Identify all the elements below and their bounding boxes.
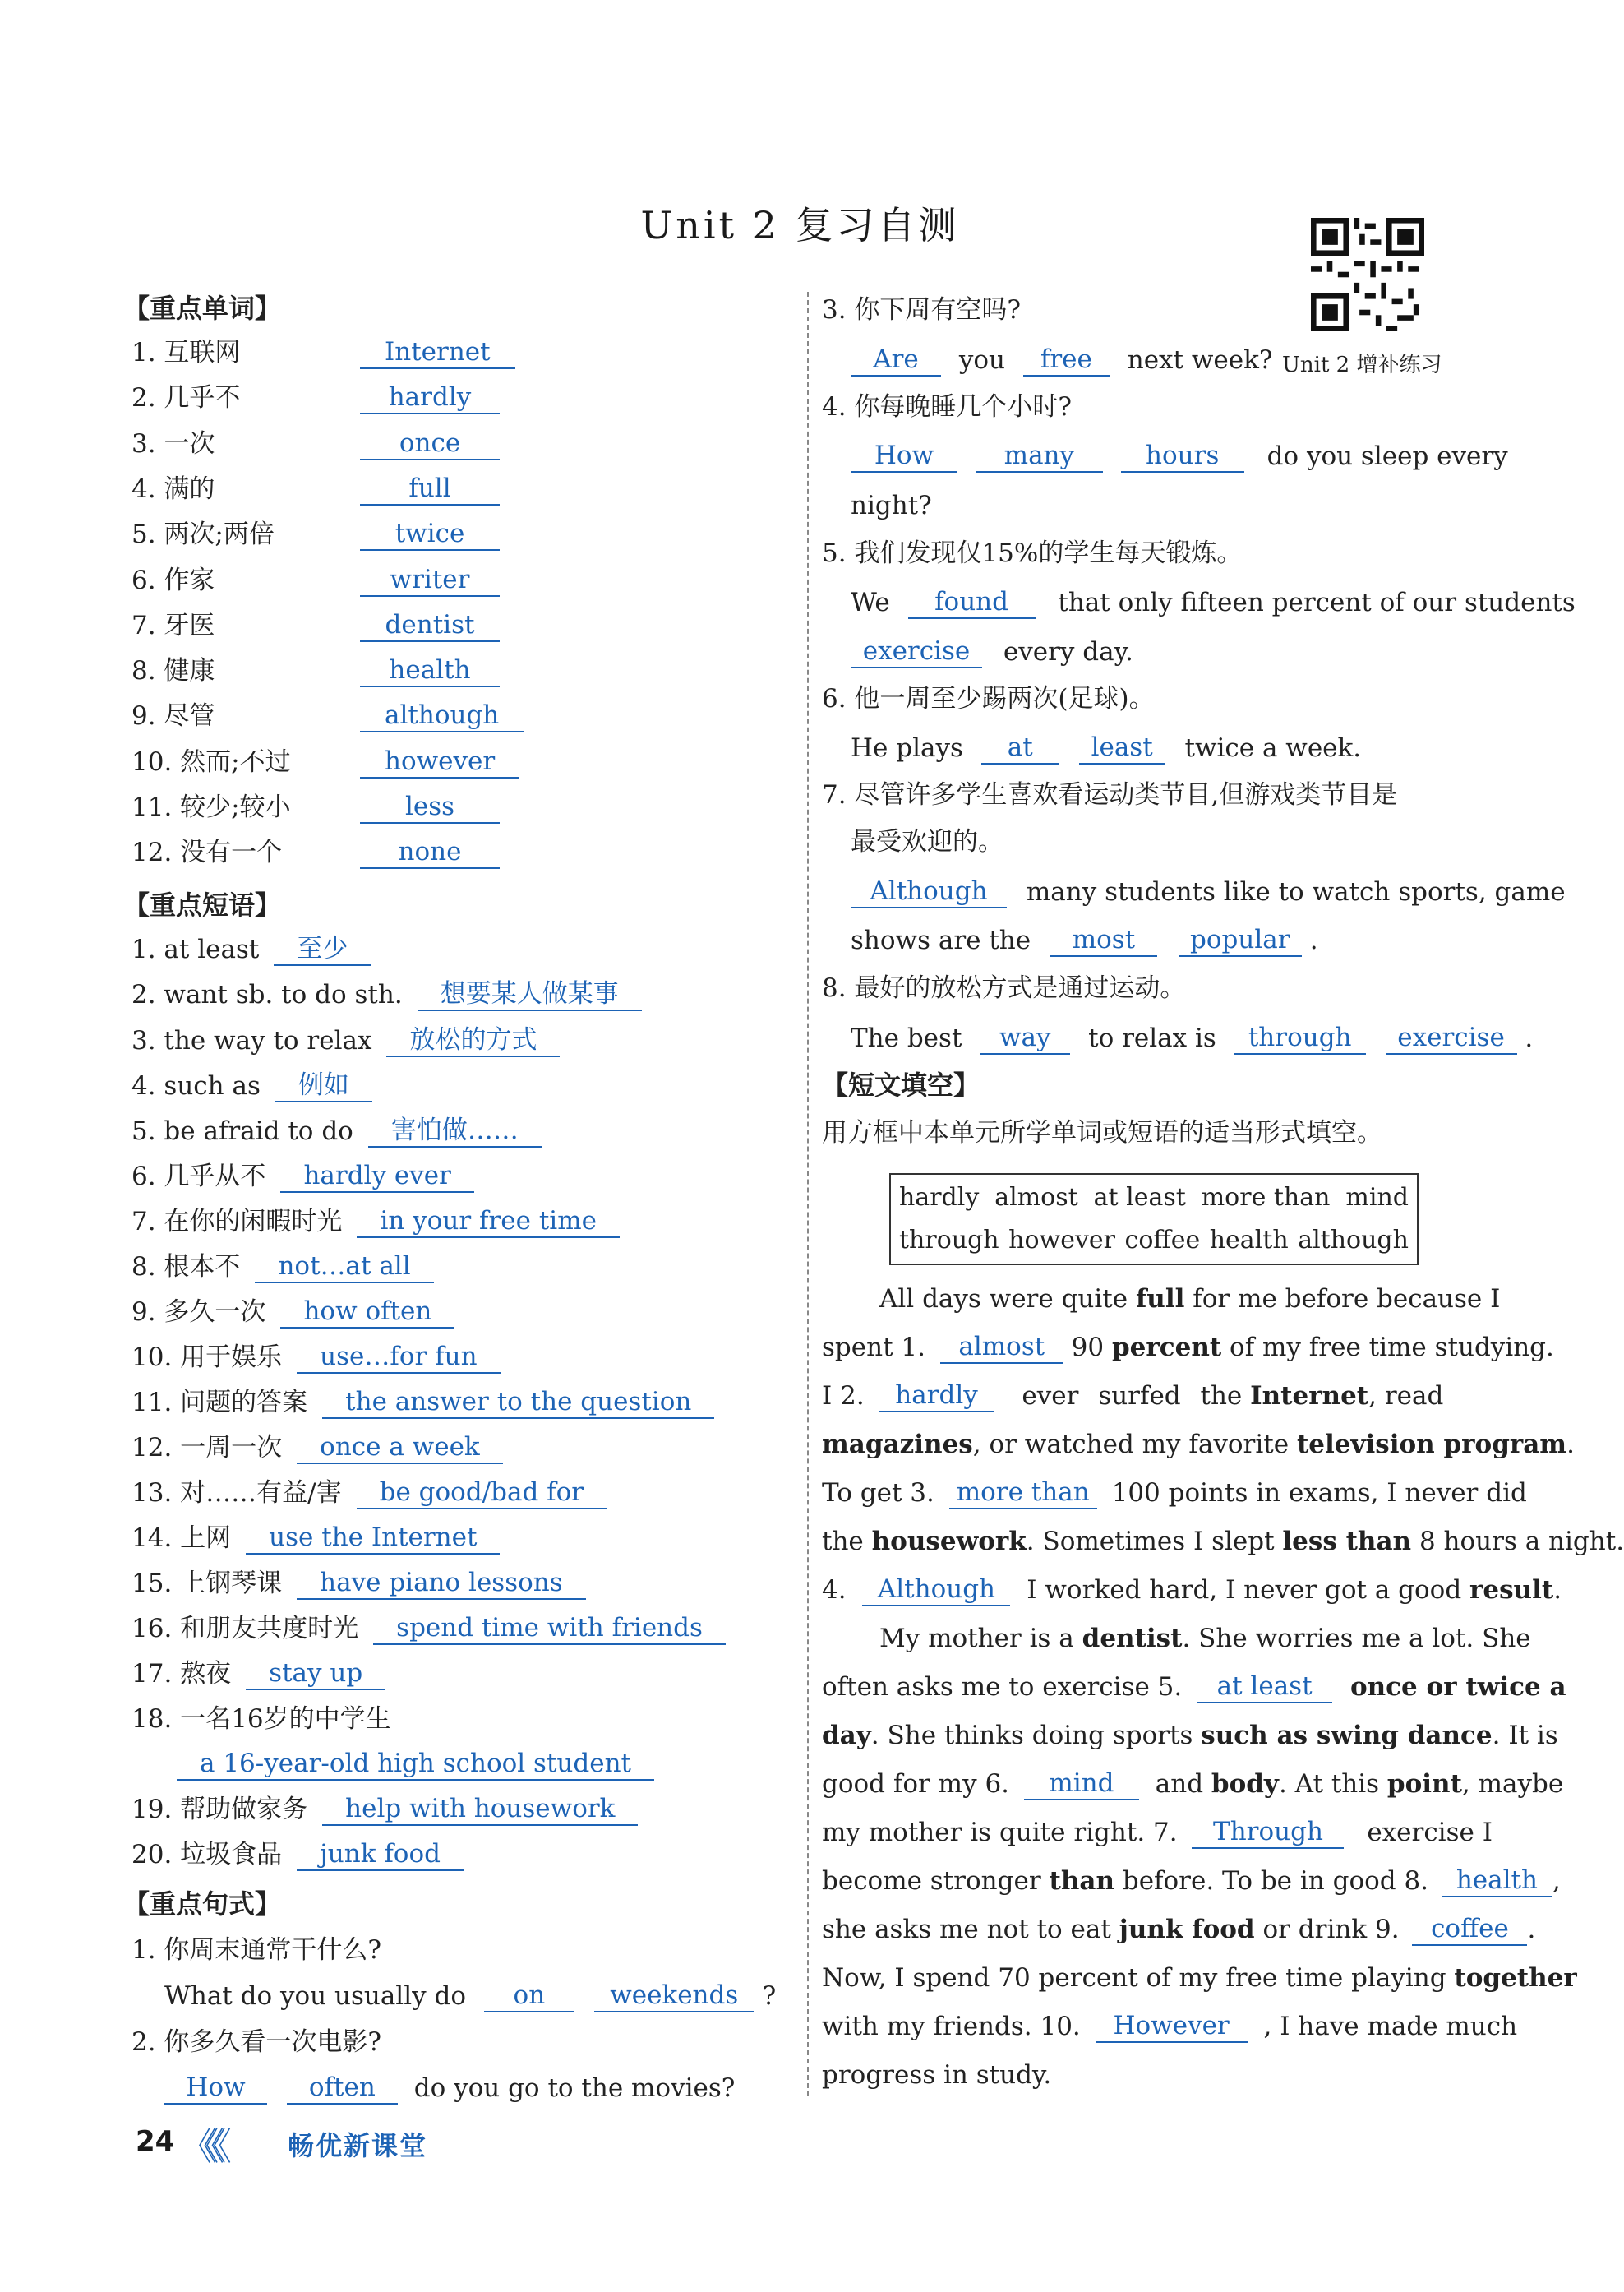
phrase-row <box>131 1793 638 1826</box>
vocab-cn: 3. 一次 <box>131 428 215 459</box>
sentence-2-cn: 2. 你多久看一次电影? <box>131 2027 382 2057</box>
sentence-3-en: Are you free next week? <box>851 344 1272 377</box>
passage-line: often asks me to exercise 5. at least once or twice a <box>822 1671 1566 1702</box>
section-key-phrases: 【重点短语】 <box>123 890 282 921</box>
vocab-cn: 4. 满的 <box>131 474 215 504</box>
passage-line: become stronger than before. To be in good 8. health , <box>822 1865 1561 1896</box>
answer-blank: weekends <box>594 1980 754 2012</box>
answer-blank: Although <box>862 1573 1010 1606</box>
passage-line: 4. Although I worked hard, I never got a good result. <box>822 1574 1562 1605</box>
vocab-cn: 6. 作家 <box>131 565 215 595</box>
answer-blank: exercise <box>851 635 982 668</box>
sentence-8-en: The best way to relax is through exercise . <box>851 1023 1534 1053</box>
answer-blank: often <box>287 2072 398 2105</box>
section-key-words: 【重点单词】 <box>123 293 282 324</box>
phrase-prompt: 8. 根本不 <box>131 1252 241 1282</box>
phrase-prompt: 12. 一周一次 <box>131 1433 283 1463</box>
phrase-prompt: 18. 一名16岁的中学生 <box>131 1704 391 1734</box>
vocab-row <box>131 836 500 869</box>
vocab-cn: 2. 几乎不 <box>131 383 241 414</box>
answer-blank: mind <box>1024 1768 1139 1800</box>
answer-blank: Although <box>851 876 1007 908</box>
word-box-item: however <box>1008 1226 1116 1255</box>
answer-blank: writer <box>360 564 500 597</box>
word-box-item: although <box>1298 1226 1409 1255</box>
sentence-5-cn: 5. 我们发现仅15%的学生每天锻炼。 <box>822 538 1243 568</box>
answer-blank: 例如 <box>275 1070 372 1102</box>
answer-blank: Are <box>851 344 941 377</box>
sentence-7-cn-cont: 最受欢迎的。 <box>851 827 1003 857</box>
word-box-item: more than <box>1201 1183 1331 1212</box>
answer-blank: 至少 <box>274 933 371 966</box>
phrase-row <box>131 1567 586 1600</box>
phrase-row <box>131 1160 474 1193</box>
sentence-4-en-cont: night? <box>851 491 932 520</box>
brand-name: 畅优新课堂 <box>288 2130 428 2161</box>
page-title: Unit 2 复习自测 <box>640 203 960 247</box>
phrase-prompt: 17. 熬夜 <box>131 1659 232 1689</box>
phrase-prompt: 13. 对……有益/害 <box>131 1478 342 1508</box>
answer-blank: popular <box>1179 924 1302 957</box>
chevron-left-icon: 《《《 <box>179 2124 220 2169</box>
phrase-prompt: 5. be afraid to do <box>131 1116 353 1146</box>
phrase-row <box>131 1070 372 1102</box>
section-cloze: 【短文填空】 <box>822 1070 980 1101</box>
answer-blank: hours <box>1121 440 1244 473</box>
answer-blank: How <box>851 440 957 473</box>
answer-blank: free <box>1023 344 1110 377</box>
sentence-2-en: How often do you go to the movies? <box>164 2072 735 2105</box>
vocab-cn: 7. 牙医 <box>131 610 215 640</box>
word-box-item: health <box>1209 1226 1289 1255</box>
passage-line: spent 1. almost 90 percent of my free time studying. <box>822 1332 1554 1362</box>
phrase-row <box>131 1205 620 1238</box>
answer-blank: the answer to the question <box>322 1386 714 1419</box>
vocab-cn: 9. 尽管 <box>131 701 215 732</box>
cloze-instruction: 用方框中本单元所学单词或短语的适当形式填空。 <box>822 1118 1382 1148</box>
passage-line: the housework. Sometimes I slept less than 8 hours a night. <box>822 1527 1624 1556</box>
answer-blank: How <box>164 2072 267 2105</box>
word-box-item: mind <box>1345 1183 1409 1212</box>
phrase-row <box>131 1024 560 1057</box>
answer-blank: use…for fun <box>297 1341 500 1374</box>
answer-blank: help with housework <box>322 1793 638 1826</box>
phrase-prompt: 7. 在你的闲暇时光 <box>131 1207 343 1236</box>
vocab-cn: 1. 互联网 <box>131 338 241 367</box>
answer-blank: way <box>980 1022 1070 1055</box>
answer-blank: most <box>1050 924 1157 957</box>
phrase-prompt: 20. 垃圾食品 <box>131 1840 283 1869</box>
phrase-prompt: 4. such as <box>131 1071 261 1101</box>
answer-blank: use the Internet <box>246 1522 500 1555</box>
passage-line: magazines, or watched my favorite television program. <box>822 1430 1575 1459</box>
answer-blank: hardly <box>879 1379 994 1412</box>
word-box-item: at least <box>1093 1183 1186 1212</box>
phrase-prompt: 3. the way to relax <box>131 1026 372 1056</box>
phrase-row <box>131 1341 501 1374</box>
phrase-row <box>131 1431 503 1464</box>
passage-line: All days were quite full for me before because I <box>879 1284 1501 1314</box>
sentence-6-en: He plays at least twice a week. <box>851 732 1362 763</box>
phrase-row <box>131 1703 391 1735</box>
vocab-row <box>131 700 524 732</box>
passage-line: progress in study. <box>822 2060 1052 2090</box>
phrase-prompt: 10. 用于娱乐 <box>131 1342 283 1372</box>
word-box <box>889 1173 1419 1265</box>
passage-line: Now, I spend 70 percent of my free time playing together <box>822 1963 1577 1993</box>
answer-blank: be good/bad for <box>357 1476 607 1509</box>
phrase-row <box>131 1386 714 1419</box>
answer-blank: Internet <box>360 336 515 369</box>
passage-line: day. She thinks doing sports such as swing dance. It is <box>822 1721 1558 1750</box>
sentence-7-en: Although many students like to watch sports, game <box>851 876 1566 908</box>
section-key-sentences: 【重点句式】 <box>123 1888 282 1920</box>
phrase-row <box>131 1476 607 1509</box>
vocab-row <box>131 473 500 506</box>
answer-blank: in your free time <box>357 1205 620 1238</box>
answer-blank: dentist <box>360 609 500 642</box>
word-box-item: hardly <box>899 1183 980 1212</box>
vocab-row <box>131 791 500 824</box>
answer-blank: health <box>1442 1865 1552 1897</box>
sentence-3-cn: 3. 你下周有空吗? <box>822 295 1022 325</box>
phrase-row <box>131 1522 500 1555</box>
answer-blank: more than <box>949 1476 1097 1509</box>
vocab-cn: 8. 健康 <box>131 656 215 686</box>
sentence-7-en-cont: shows are the most popular . <box>851 925 1318 955</box>
answer-blank: hardly <box>360 381 500 414</box>
sentence-1-cn: 1. 你周末通常干什么? <box>131 1935 382 1965</box>
phrase-row <box>131 1296 454 1329</box>
vocab-row <box>131 518 500 551</box>
vocab-row <box>131 746 519 779</box>
answer-blank: health <box>360 654 500 687</box>
phrase-row <box>131 978 642 1011</box>
answer-blank: exercise <box>1386 1022 1517 1055</box>
phrase-row <box>131 1250 434 1283</box>
answer-blank: almost <box>940 1331 1063 1364</box>
phrase-row <box>131 1657 385 1690</box>
answer-blank: 想要某人做某事 <box>418 978 642 1011</box>
vocab-row <box>131 609 500 642</box>
answer-blank: however <box>360 746 519 779</box>
answer-blank: hardly ever <box>280 1160 473 1193</box>
vocab-cn: 11. 较少;较小 <box>131 792 291 822</box>
sentence-5-en-cont: exercise every day. <box>851 635 1133 668</box>
passage-line: with my friends. 10. However , I have made much <box>822 2011 1518 2041</box>
passage-line: To get 3. more than 100 points in exams, I never did <box>822 1477 1527 1508</box>
word-box-row <box>891 1218 1417 1260</box>
answer-blank: junk food <box>297 1838 464 1871</box>
answer-blank: stay up <box>246 1657 385 1690</box>
answer-blank: 放松的方式 <box>386 1024 560 1057</box>
answer-blank: a 16-year-old high school student <box>177 1748 654 1781</box>
sentence-7-cn: 7. 尽管许多学生喜欢看运动类节目,但游戏类节目是 <box>822 780 1398 810</box>
answer-blank: coffee <box>1412 1913 1527 1946</box>
phrase-answer-row <box>177 1748 654 1781</box>
passage-line: she asks me not to eat junk food or drink 9. coffee . <box>822 1914 1536 1944</box>
answer-blank: at least <box>1197 1670 1332 1703</box>
answer-blank: many <box>976 440 1103 473</box>
answer-blank: how often <box>280 1296 454 1329</box>
phrase-prompt: 2. want sb. to do sth. <box>131 980 403 1010</box>
answer-blank: not…at all <box>255 1250 433 1283</box>
word-box-row <box>891 1175 1417 1218</box>
phrase-row <box>131 1612 726 1645</box>
answer-blank: less <box>360 791 500 824</box>
vocab-row <box>131 654 500 687</box>
answer-blank: although <box>360 700 524 732</box>
answer-blank: once a week <box>297 1431 503 1464</box>
answer-blank: Through <box>1192 1816 1344 1849</box>
phrase-row <box>131 933 371 966</box>
answer-blank: once <box>360 427 500 460</box>
word-box-item: coffee <box>1124 1226 1201 1255</box>
answer-blank: full <box>360 473 500 506</box>
sentence-8-cn: 8. 最好的放松方式是通过运动。 <box>822 973 1186 1003</box>
qr-code <box>1311 218 1424 331</box>
vocab-row <box>131 427 500 460</box>
word-box-item: through <box>899 1226 999 1255</box>
phrase-prompt: 9. 多久一次 <box>131 1297 266 1327</box>
phrase-prompt: 11. 问题的答案 <box>131 1388 308 1417</box>
vocab-cn: 10. 然而;不过 <box>131 746 291 777</box>
sentence-4-en: How many hours do you sleep every <box>851 440 1508 473</box>
answer-blank: none <box>360 836 500 869</box>
answer-blank: spend time with friends <box>373 1612 726 1645</box>
qr-caption: Unit 2 增补练习 <box>1282 353 1442 377</box>
answer-blank: at <box>981 732 1059 765</box>
vocab-cn: 5. 两次;两倍 <box>131 520 275 550</box>
answer-blank: through <box>1234 1022 1366 1055</box>
phrase-prompt: 16. 和朋友共度时光 <box>131 1614 359 1643</box>
phrase-row <box>131 1838 464 1871</box>
answer-blank: on <box>484 1980 574 2012</box>
vocab-row <box>131 336 515 369</box>
answer-blank: 害怕做…… <box>368 1115 542 1148</box>
word-box-item: almost <box>994 1183 1078 1212</box>
column-divider <box>807 292 809 2096</box>
phrase-prompt: 15. 上钢琴课 <box>131 1569 283 1598</box>
phrase-prompt: 1. at least <box>131 935 260 964</box>
passage-line: My mother is a dentist. She worries me a lot. She <box>879 1624 1531 1653</box>
passage-line: my mother is quite right. 7. Through exercise I <box>822 1817 1493 1847</box>
answer-blank: twice <box>360 518 500 551</box>
phrase-row <box>131 1115 542 1148</box>
vocab-cn: 12. 没有一个 <box>131 838 283 868</box>
phrase-prompt: 14. 上网 <box>131 1523 232 1553</box>
sentence-6-cn: 6. 他一周至少踢两次(足球)。 <box>822 684 1155 714</box>
answer-blank: least <box>1079 732 1165 765</box>
page-number: 24 <box>136 2125 175 2158</box>
phrase-prompt: 19. 帮助做家务 <box>131 1795 308 1824</box>
phrase-prompt: 6. 几乎从不 <box>131 1162 266 1191</box>
answer-blank: have piano lessons <box>297 1567 586 1600</box>
sentence-4-cn: 4. 你每晚睡几个小时? <box>822 392 1073 422</box>
passage-line: good for my 6. mind and body. At this point, maybe <box>822 1768 1564 1799</box>
answer-blank: However <box>1096 2010 1248 2043</box>
vocab-row <box>131 381 500 414</box>
passage-line: I 2. hardly ever surfed the Internet, read <box>822 1380 1444 1411</box>
sentence-5-en: We found that only fifteen percent of our students <box>851 587 1576 617</box>
answer-blank: found <box>908 586 1036 619</box>
sentence-1-en: What do you usually do on weekends ? <box>164 1980 777 2011</box>
vocab-row <box>131 564 500 597</box>
